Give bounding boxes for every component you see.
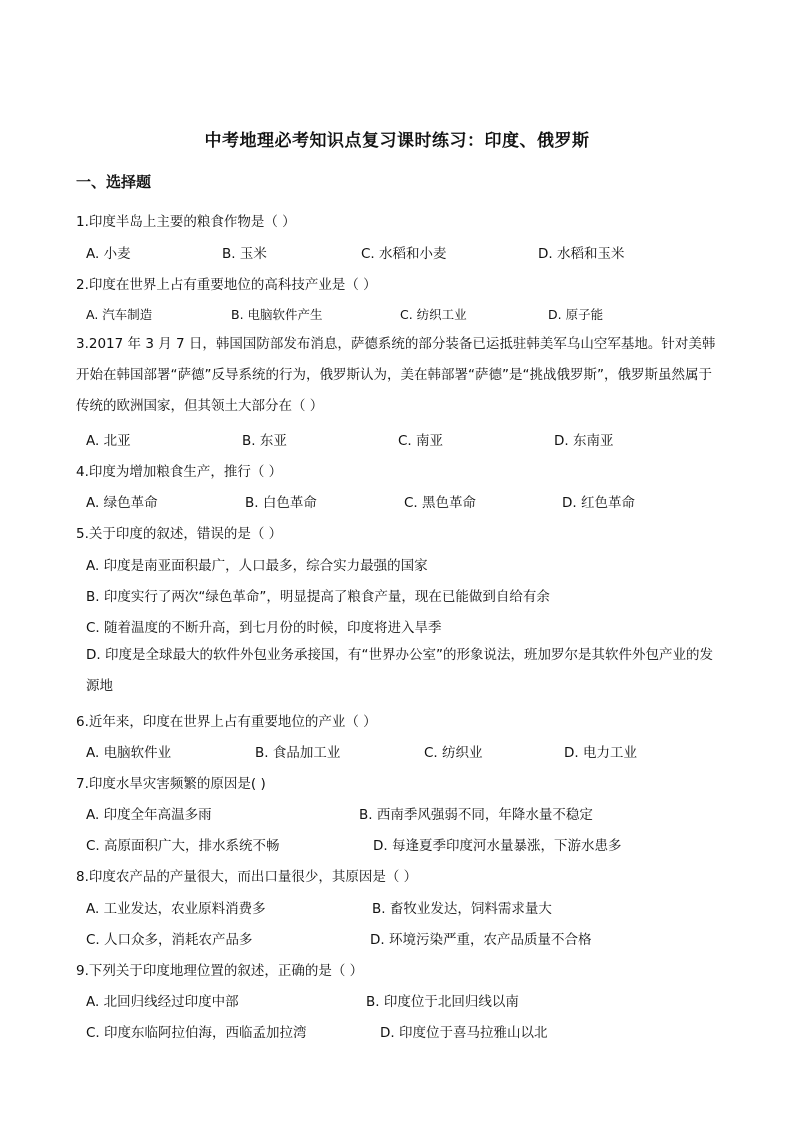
- question-stem: 9.下列关于印度地理位置的叙述，正确的是（ ）: [76, 963, 364, 979]
- option[interactable]: C. 水稻和小麦: [361, 246, 447, 262]
- section-heading: 一、选择题: [76, 173, 152, 191]
- option[interactable]: B. 西南季风强弱不同，年降水量不稳定: [359, 807, 593, 823]
- question-stem: 7.印度水旱灾害频繁的原因是( ): [76, 776, 266, 792]
- option[interactable]: A. 绿色革命: [86, 495, 158, 511]
- option[interactable]: D. 印度位于喜马拉雅山以北: [380, 1025, 548, 1041]
- question-stem: 8.印度农产品的产量很大，而出口量很少，其原因是（ ）: [76, 869, 418, 885]
- page-title: 中考地理必考知识点复习课时练习：印度、俄罗斯: [204, 131, 590, 151]
- option[interactable]: B. 印度位于北回归线以南: [366, 994, 519, 1010]
- option[interactable]: B. 东亚: [242, 433, 287, 449]
- option[interactable]: C. 印度东临阿拉伯海，西临孟加拉湾: [86, 1025, 307, 1041]
- option[interactable]: B. 玉米: [222, 246, 267, 262]
- option[interactable]: B. 电脑软件产生: [231, 307, 323, 322]
- option[interactable]: A. 北回归线经过印度中部: [86, 994, 239, 1010]
- option[interactable]: A. 工业发达，农业原料消费多: [86, 901, 266, 917]
- question-stem: 1.印度半岛上主要的粮食作物是（ ）: [76, 214, 296, 230]
- question-stem: 5.关于印度的叙述，错误的是（ ）: [76, 526, 283, 542]
- option[interactable]: B. 白色革命: [245, 495, 317, 511]
- option[interactable]: B. 印度实行了两次“绿色革命”，明显提高了粮食产量，现在已能做到自给有余: [86, 589, 550, 605]
- option[interactable]: C. 随着温度的不断升高，到七月份的时候，印度将进入旱季: [86, 620, 442, 636]
- option[interactable]: C. 高原面积广大，排水系统不畅: [86, 838, 280, 854]
- option[interactable]: A. 印度是南亚面积最广，人口最多，综合实力最强的国家: [86, 558, 428, 574]
- option[interactable]: C. 人口众多，消耗农产品多: [86, 932, 253, 948]
- option[interactable]: D. 东南亚: [554, 433, 614, 449]
- option[interactable]: D. 每逢夏季印度河水量暴涨，下游水患多: [373, 838, 622, 854]
- question-stem: 6.近年来，印度在世界上占有重要地位的产业（ ）: [76, 714, 377, 730]
- option[interactable]: C. 南亚: [398, 433, 444, 449]
- option[interactable]: D. 原子能: [548, 307, 604, 322]
- option[interactable]: B. 畜牧业发达，饲料需求量大: [372, 901, 552, 917]
- option[interactable]: D. 电力工业: [564, 745, 637, 761]
- option[interactable]: A. 小麦: [86, 246, 131, 262]
- option[interactable]: A. 北亚: [86, 433, 131, 449]
- option[interactable]: D. 红色革命: [562, 495, 635, 511]
- question-stem: 3.2017 年 3 月 7 日，韩国国防部发布消息，萨德系统的部分装备已运抵驻韩美军乌山空军基地。针对美韩开始在韩国部署“萨德”反导系统的行为，俄罗斯认为，美在韩部署“萨德”是“挑战俄罗斯”，俄罗斯虽然属于传统的欧洲国家，但其领土大部分在（ ）: [76, 336, 716, 414]
- option[interactable]: A. 汽车制造: [86, 307, 153, 322]
- question-stem: 2.印度在世界上占有重要地位的高科技产业是（ ）: [76, 277, 377, 293]
- option[interactable]: C. 黑色革命: [404, 495, 477, 511]
- option[interactable]: D. 水稻和玉米: [538, 246, 625, 262]
- option[interactable]: C. 纺织工业: [400, 307, 467, 322]
- option[interactable]: A. 电脑软件业: [86, 745, 172, 761]
- option[interactable]: C. 纺织业: [424, 745, 483, 761]
- option[interactable]: B. 食品加工业: [255, 745, 341, 761]
- option[interactable]: D. 印度是全球最大的软件外包业务承接国，有“世界办公室”的形象说法，班加罗尔是其软件外包产业的发源地: [86, 647, 713, 694]
- question-stem: 4.印度为增加粮食生产，推行（ ）: [76, 464, 283, 480]
- option[interactable]: D. 环境污染严重，农产品质量不合格: [370, 932, 592, 948]
- option[interactable]: A. 印度全年高温多雨: [86, 807, 212, 823]
